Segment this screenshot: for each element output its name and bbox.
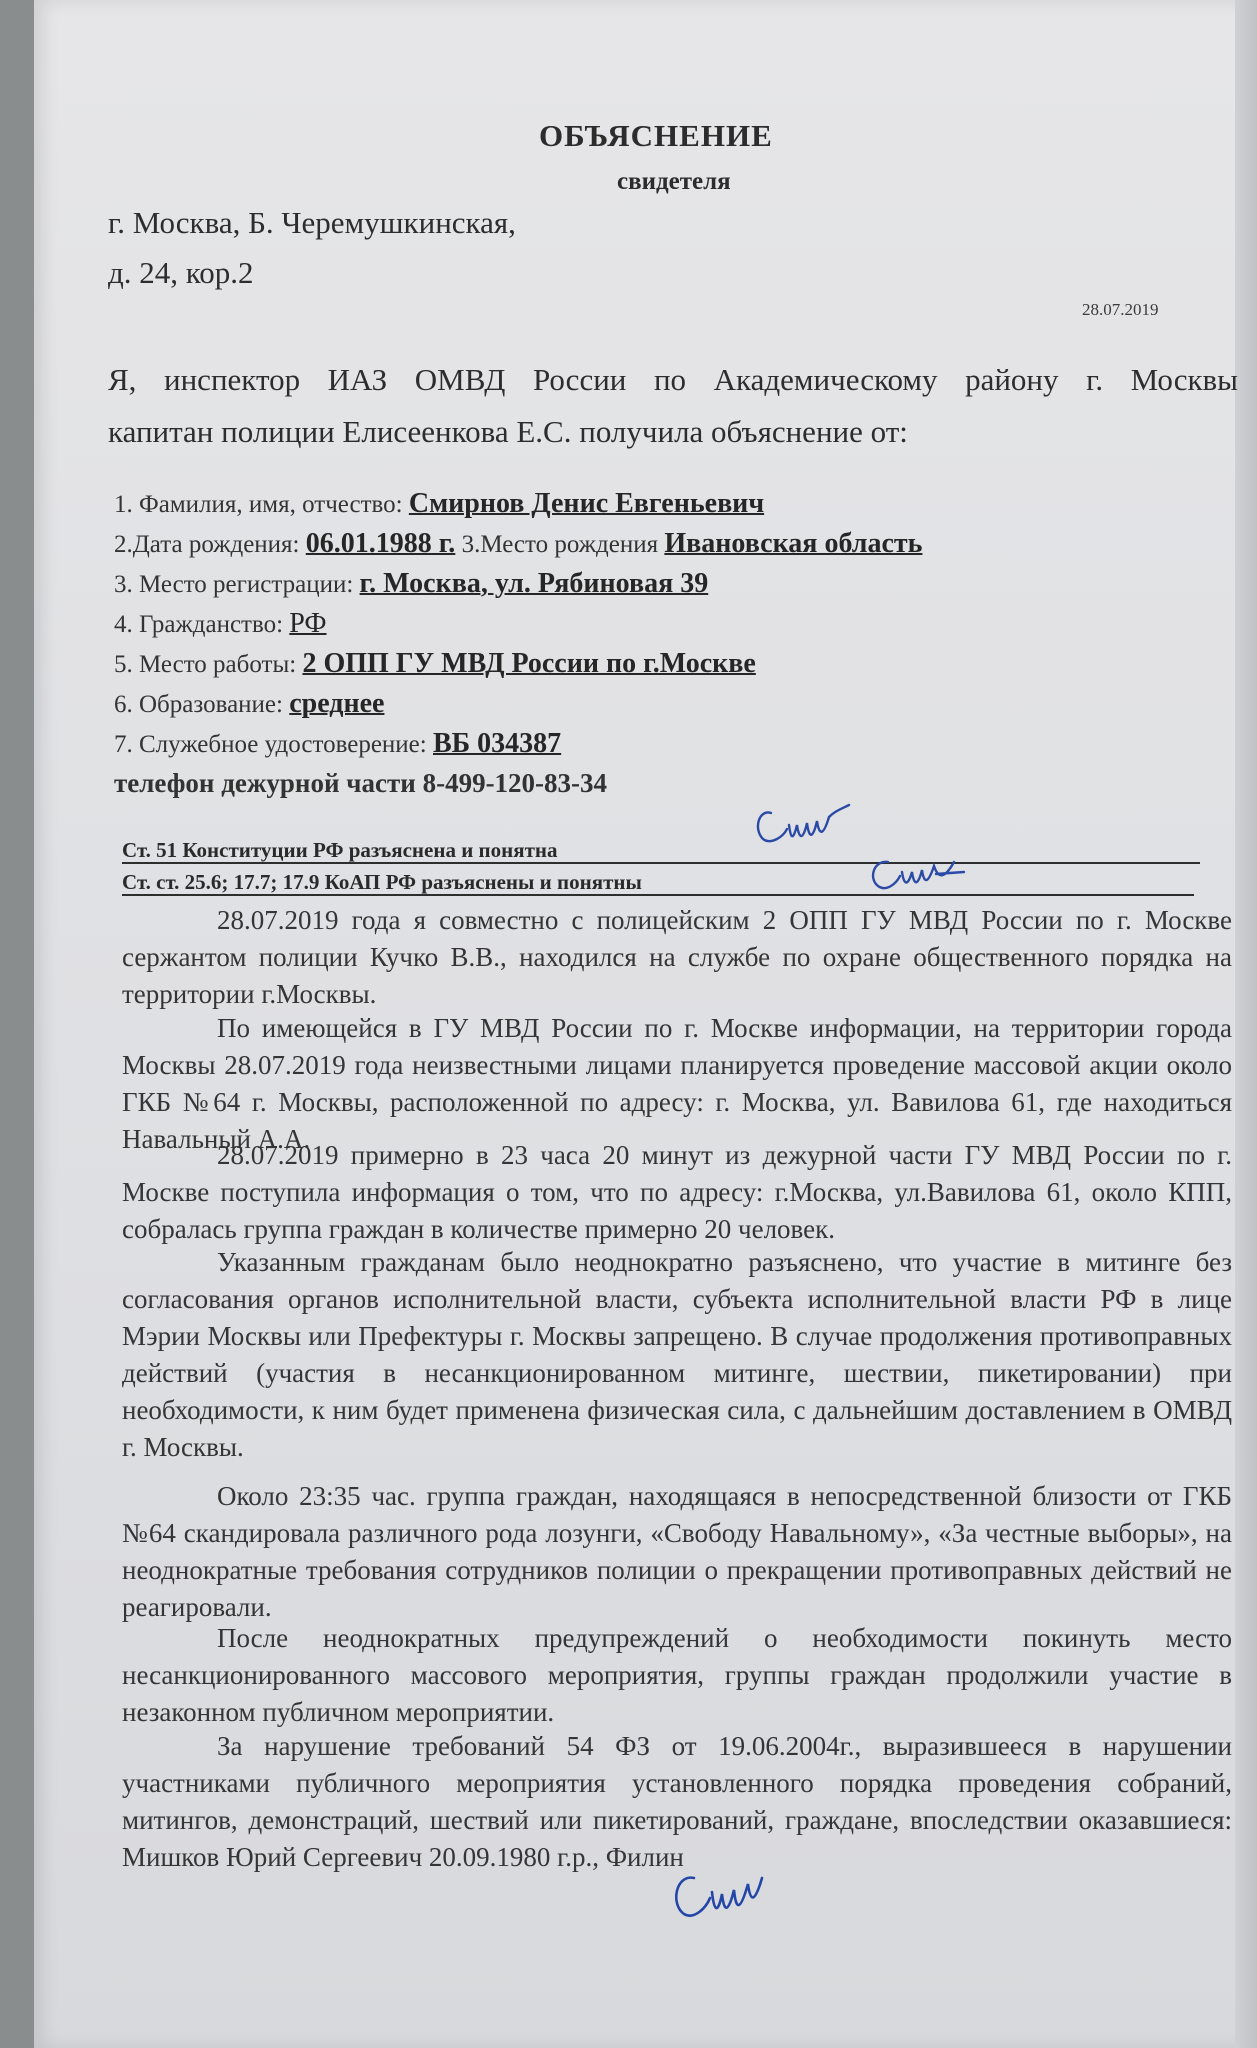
field-workplace [114,648,756,680]
article-51-note: Ст. 51 Конституции РФ разъяснена и понятна [122,838,558,862]
field-service-id [114,728,561,760]
paragraph: 28.07.2019 примерно в 23 часа 20 минут из дежурной части ГУ МВД России по г. Москве поступила информация о том, что по адресу: г.Москва, ул.Вавилова 61, около КПП, собралась группа граждан в количестве примерно 20 человек. [122,1140,1232,1244]
page-edge [1235,0,1257,2048]
field-value: Ивановская область [664,528,923,559]
intro-line-2: капитан полиции Елисеенкова Е.С. получила объяснение от: [108,414,908,449]
address-line-1: г. Москва, Б. Черемушкинская, [108,205,516,240]
intro-line-1: Я, инспектор ИАЗ ОМВД России по Академическому району г. Москвы [108,362,1238,397]
address-line-2: д. 24, кор.2 [108,255,254,290]
field-birth [114,528,922,560]
field-label: 4. Гражданство: [114,611,284,638]
field-value: г. Москва, ул. Рябиновая 39 [359,568,709,599]
paragraph: За нарушение требований 54 ФЗ от 19.06.2004г., выразившееся в нарушении участниками публичного мероприятия установленного порядка проведения собраний, митингов, демонстраций, шествий или пикетирований, граждане, впоследствии оказавшиеся: Мишков Юрий Сергеевич 20.09.1980 г.р., Филин [122,1731,1232,1872]
field-value: 2 ОПП ГУ МВД России по г.Москве [302,648,756,679]
underline-rule [122,894,1194,896]
field-label: 1. Фамилия, имя, отчество: [114,491,403,518]
document-subtitle: свидетеля [617,168,731,195]
field-label: 2.Дата рождения: [114,531,300,558]
field-education [114,688,384,720]
field-citizenship [114,608,327,640]
field-registration [114,568,708,600]
field-value: Смирнов Денис Евгеньевич [408,488,765,519]
field-full-name [114,488,764,520]
paragraph: После неоднократных предупреждений о необходимости покинуть место несанкционированного массового мероприятия, группы граждан продолжили участие в незаконном публичном мероприятии. [122,1623,1232,1727]
field-value: ВБ 034387 [432,728,562,759]
field-value: среднее [289,688,385,719]
underline-rule [122,862,1200,864]
duty-phone: телефон дежурной части 8-499-120-83-34 [114,768,608,798]
field-label: 6. Образование: [114,691,283,718]
field-value: 06.01.1988 г. [305,528,456,559]
paragraph: Указанным гражданам было неоднократно разъяснено, что участие в митинге без согласования органов исполнительной власти, субъекта исполнительной власти РФ в лице Мэрии Москвы или Префектуры г. Москвы запрещено. В случае продолжения противоправных действий (участия в несанкционированном митинге, шествии, пикетировании) при необходимости, к ним будет применена физическая сила, с дальнейшим доставлением в ОМВД г. Москвы. [122,1247,1232,1462]
signature-mark [749,795,859,855]
field-label: 7. Служебное удостоверение: [114,731,427,758]
signature-mark [864,848,974,898]
field-label: 5. Место работы: [114,651,297,678]
document-page [34,0,1257,2048]
paragraph: Около 23:35 час. группа граждан, находящаяся в непосредственной близости от ГКБ №64 скандировала различного рода лозунги, «Свободу Навальному», «За честные выборы», на неоднократные требования сотрудников полиции о прекращении противоправных действий не реагировали. [122,1481,1232,1622]
field-label: 3.Место рождения [461,531,659,558]
field-label: 3. Место регистрации: [114,571,354,598]
paragraph: По имеющейся в ГУ МВД России по г. Москве информации, на территории города Москвы 28.07.2019 года неизвестными лицами планируется проведение массовой акции около ГКБ №64 г. Москвы, расположенной по адресу: г. Москва, ул. Вавилова 61, где находиться Навальный А.А. [122,1013,1232,1154]
document-date: 28.07.2019 [1082,300,1159,319]
article-koap-note: Ст. ст. 25.6; 17.7; 17.9 КоАП РФ разъяснены и понятны [122,870,642,894]
paragraph: 28.07.2019 года я совместно с полицейским 2 ОПП ГУ МВД России по г. Москве сержантом полиции Кучко В.В., находился на службе по охране общественного порядка на территории г.Москвы. [122,905,1232,1009]
document-title: ОБЪЯСНЕНИЕ [539,118,773,153]
signature-mark [664,1860,784,1930]
field-value: РФ [289,608,327,639]
